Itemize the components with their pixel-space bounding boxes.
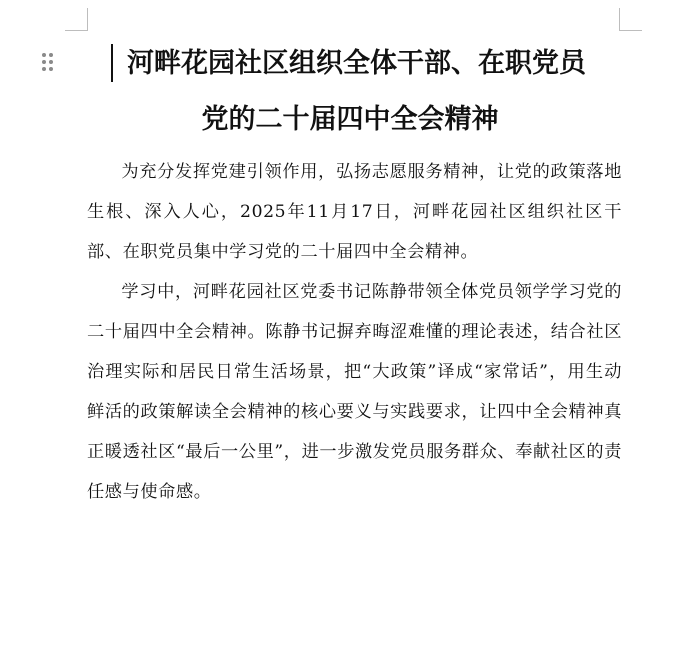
drag-handle-icon[interactable] bbox=[41, 52, 55, 72]
text-cursor bbox=[111, 44, 113, 82]
document-title[interactable] bbox=[80, 36, 620, 148]
title-line-2: 党的二十届四中全会精神 bbox=[201, 104, 499, 135]
document-body[interactable] bbox=[87, 152, 622, 512]
page-corner-mark-top-left bbox=[65, 8, 88, 31]
paragraph-2: 学习中，河畔花园社区党委书记陈静带领全体党员领学学习党的二十届四中全会精神。陈静书记摒弃晦涩难懂的理论表述，结合社区治理实际和居民日常生活场景，把“大政策”译成“家常话”，用生动鲜活的政策解读全会精神的核心要义与实践要求，让四中全会精神真正暖透社区“最后一公里”，进一步激发党员服务群众、奉献社区的责任感与使命感。 bbox=[87, 282, 622, 502]
page-corner-mark-top-right bbox=[619, 8, 642, 31]
paragraph-1: 为充分发挥党建引领作用，弘扬志愿服务精神，让党的政策落地生根、深入人心，2025年11月17日，河畔花园社区组织社区干部、在职党员集中学习党的二十届四中全会精神。 bbox=[87, 162, 622, 262]
title-line-1: 河畔花园社区组织全体干部、在职党员 bbox=[127, 48, 586, 79]
